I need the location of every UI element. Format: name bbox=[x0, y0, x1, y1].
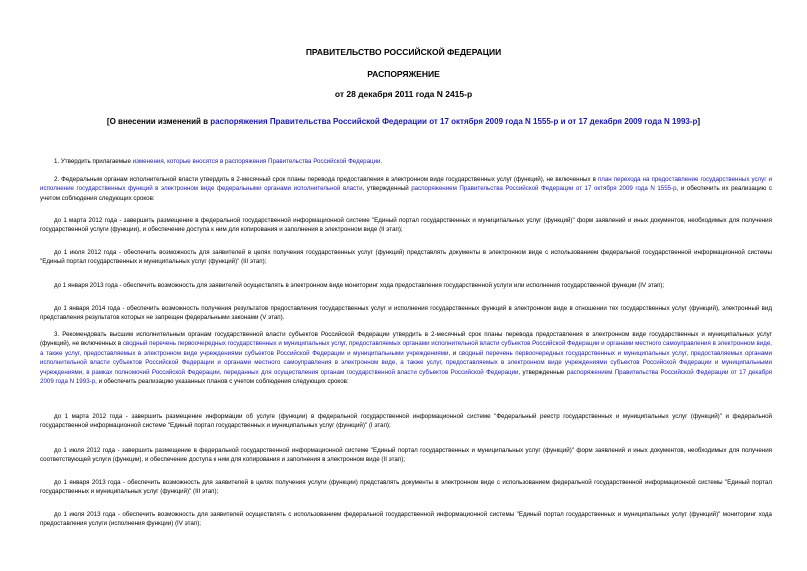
paragraph-3-4: до 1 июля 2013 года - обеспечить возможность для заявителей осуществлять с использованием федеральной государственной информационной системы "Единый портал государственных и муниципальных услуг (функций)" мониторинг хода предоставления услуги (исполнения функции) (IV этап); bbox=[40, 511, 772, 528]
p3-text-b: , и bbox=[448, 349, 459, 357]
document-title bbox=[40, 117, 767, 126]
p3-text-d: , и обеспечить реализацию указанных планов с учетом соблюдения следующих сроков: bbox=[95, 378, 349, 386]
p2-text-b: , утвержденный bbox=[362, 185, 412, 193]
header-date-number: от 28 декабря 2011 года N 2415-р bbox=[334, 89, 473, 99]
header-doc-type: РАСПОРЯЖЕНИЕ bbox=[367, 69, 440, 79]
paragraph-2-4: до 1 января 2014 года - обеспечить возможность получения результатов предоставления государственных услуг и исполнения государственных функций в электронном виде в отношении тех государственных услуг (функций), электронный вид представления результатов которых не запрещен федеральными законами (V этап). bbox=[40, 305, 772, 322]
p2-text-c: , и обеспечить их реализацию с учетом соблюдения следующих сроков: bbox=[40, 185, 772, 202]
paragraph-2-3: до 1 января 2013 года - обеспечить возможность для заявителей осуществлять в электронном виде мониторинг хода предоставления государственной услуги или исполнения государственной функции (IV этап); bbox=[54, 282, 665, 289]
p1-text: 1. Утвердить прилагаемые bbox=[54, 158, 133, 165]
paragraph-1 bbox=[40, 157, 772, 166]
title-suffix: ] bbox=[697, 117, 701, 126]
paragraph-2-2: до 1 июля 2012 года - обеспечить возможность для заявителей в целях получения государственных услуг (функций) представлять документы в электронном виде с использованием федеральной государственной информационной системы "Единый портал государственных и муниципальных услуг (функций)" (III этап); bbox=[40, 249, 772, 266]
p1-text-end: . bbox=[380, 158, 383, 165]
paragraph-3-3: до 1 января 2013 года - обеспечить возможность для заявителей в целях получения услуги (функции) представлять документы в электронном виде с использованием федеральной государственной информационной системы "Единый портал государственных и муниципальных услуг (функций)" (III этап); bbox=[40, 479, 772, 496]
p2-link-plan[interactable]: план перехода на предоставление государственных услуг и исполнение государственных функций в электронном виде федеральными органами исполнительной власти bbox=[40, 176, 772, 193]
title-prefix: [О внесении изменений в bbox=[106, 117, 211, 126]
p3-link-1993[interactable]: распоряжением Правительства Российской Федерации от 17 декабря 2009 года N 1993-р bbox=[40, 368, 772, 386]
paragraph-3-1: до 1 марта 2012 года - завершить размещение информации об услуге (функции) в федеральной государственной информационной системе "Федеральный реестр государственных и муниципальных услуг (функций)" и федеральной государственной информационной системе "Единый портал государственных и муниципальных услуг (функций)" (I этап); bbox=[40, 413, 772, 430]
title-link[interactable]: распоряжения Правительства Российской Федерации от 17 октября 2009 года N 1555-р и от 17 декабря 2009 года N 1993-р bbox=[210, 117, 698, 126]
paragraph-3 bbox=[40, 330, 772, 386]
p2-text-a: 2. Федеральным органам исполнительной власти утвердить в 2-месячный срок планы перевода предоставления в электронном виде государственных услуг (функций), не включенных в bbox=[54, 176, 598, 183]
p3-text-c: , утвержденные bbox=[518, 368, 567, 376]
paragraph-3-2: до 1 июля 2012 года - завершить размещение в федеральной государственной информационной системе "Единый портал государственных и муниципальных услуг (функций)" форм заявлений и иных документов, необходимых для получения соответствующей услуги (функции), и обеспечение доступа к ним для копирования и заполнения в электронном виде (II этап); bbox=[40, 447, 772, 464]
p1-link[interactable]: изменения, которые вносятся в распоряжения Правительства Российской Федерации bbox=[132, 158, 381, 165]
p2-link-1555[interactable]: распоряжением Правительства Российской Федерации от 17 октября 2009 года N 1555-р bbox=[411, 185, 677, 193]
paragraph-2-1: до 1 марта 2012 года - завершить размещение в федеральной государственной информационной системе "Единый портал государственных и муниципальных услуг (функций)" форм заявлений и иных документов, необходимых для получения государственной услуги (функции), и обеспечение доступа к ним для копирования и заполнения в электронном виде (II этап); bbox=[40, 217, 772, 234]
p3-link-summary-1[interactable]: сводный перечень первоочередных государственных и муниципальных услуг, предоставляемых органами исполнительной власти субъектов Российской Федерации и органами местного самоуправления в электронном виде, а также услуг, предоставляемых в электронном виде учреждениями субъектов Российской Федерации и муниципальными учреждениями bbox=[40, 340, 772, 357]
header-org: ПРАВИТЕЛЬСТВО РОССИЙСКОЙ ФЕДЕРАЦИИ bbox=[305, 47, 502, 57]
p3-text-a: 3. Рекомендовать высшим исполнительным органам государственной власти субъектов Российской Федерации утвердить в 2-месячный срок планы перевода предоставления в электронном виде государственных и муниципальных услуг (функций), не включенных в bbox=[40, 331, 772, 348]
paragraph-2 bbox=[40, 175, 772, 203]
p3-link-summary-2[interactable]: сводный перечень первоочередных государственных и муниципальных услуг, предоставляемых органами исполнительной власти субъектов Российской Федерации и органами местного самоуправления в электронном виде, а также услуг, предоставляемых в электронном виде учреждениями субъектов Российской Федерации и муниципальными учреждениями, в рамках полномочий Российской Федерации, переданных для осуществления органам государственной власти субъектов Российской Федерации bbox=[40, 349, 773, 376]
